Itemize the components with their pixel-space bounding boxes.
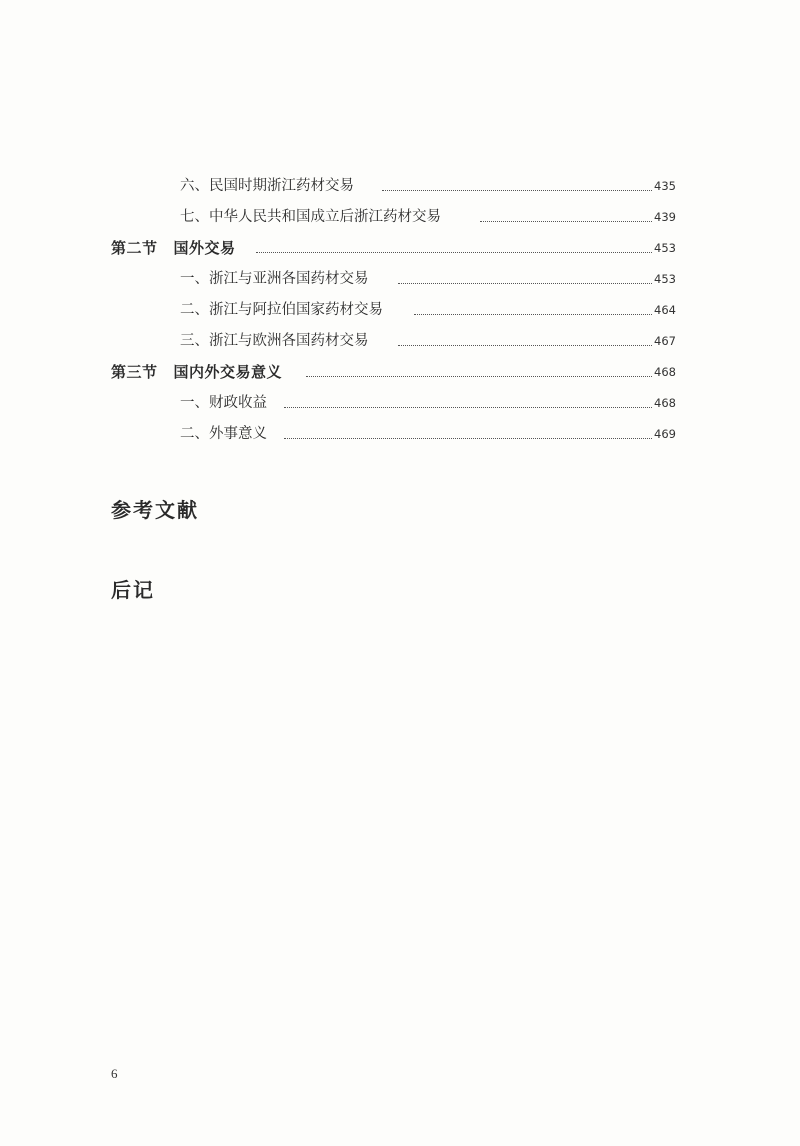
toc-entry-page: 469 (654, 427, 676, 441)
toc-entry[interactable] (0, 174, 800, 198)
toc-entry[interactable] (0, 267, 800, 291)
toc-entry-page: 435 (654, 179, 676, 193)
dot-leader (306, 375, 652, 377)
dot-leader (284, 406, 652, 408)
page-number: 6 (111, 1066, 118, 1081)
toc-section[interactable] (0, 360, 800, 384)
toc-entry-page: 439 (654, 210, 676, 224)
toc-entry-title: 六、民国时期浙江药材交易 (180, 174, 358, 198)
toc-entry-page: 464 (654, 303, 676, 317)
toc-entry-title: 二、浙江与阿拉伯国家药材交易 (180, 298, 387, 322)
toc-entry[interactable] (0, 298, 800, 322)
toc-section[interactable] (0, 236, 800, 260)
toc-entry[interactable] (0, 329, 800, 353)
dot-leader (480, 220, 652, 222)
toc-section-number: 第二节 (111, 239, 158, 257)
toc-section-number: 第三节 (111, 363, 158, 381)
toc-entry[interactable] (0, 205, 800, 229)
toc-section-heading (111, 236, 240, 260)
toc-section-page: 468 (654, 365, 676, 379)
toc-entry-title: 七、中华人民共和国成立后浙江药材交易 (180, 205, 445, 229)
toc-entry-page: 468 (654, 396, 676, 410)
toc-chapter-afterword[interactable]: 后记 (111, 578, 155, 602)
toc-section-title: 国外交易 (173, 239, 236, 257)
toc-chapter-references[interactable]: 参考文献 (111, 498, 199, 522)
dot-leader (414, 313, 652, 315)
toc-entry-title: 三、浙江与欧洲各国药材交易 (180, 329, 373, 353)
toc-entry-title: 一、浙江与亚洲各国药材交易 (180, 267, 373, 291)
dot-leader (398, 282, 652, 284)
dot-leader (382, 189, 652, 191)
dot-leader (398, 344, 652, 346)
toc-section-page: 453 (654, 241, 676, 255)
toc-entry-title: 二、外事意义 (180, 422, 271, 446)
toc-entry-page: 453 (654, 272, 676, 286)
toc-entry-page: 467 (654, 334, 676, 348)
dot-leader (284, 437, 652, 439)
toc-section-title: 国内外交易意义 (173, 363, 283, 381)
dot-leader (256, 251, 652, 253)
toc-section-heading (111, 360, 286, 384)
toc-entry[interactable] (0, 422, 800, 446)
toc-entry[interactable] (0, 391, 800, 415)
toc-entry-title: 一、财政收益 (180, 391, 271, 415)
